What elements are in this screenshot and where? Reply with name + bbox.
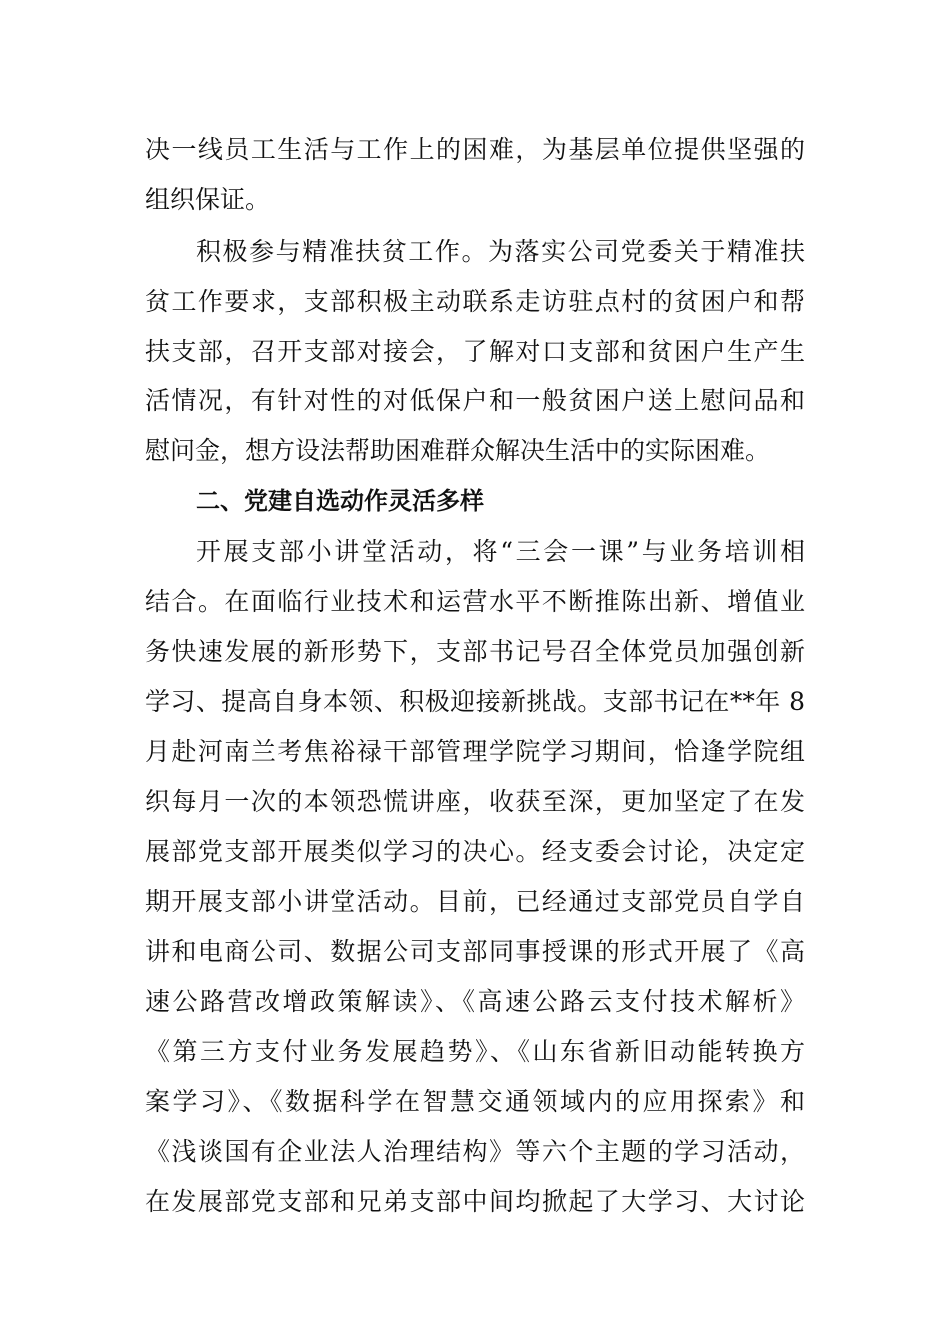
paragraph-1-line-2: 组织保证。 [145, 185, 271, 214]
section-heading: 二、党建自选动作灵活多样 [196, 487, 484, 515]
paragraph-3-line-1: 开展支部小讲堂活动，将“三会一课”与业务培训相 [196, 537, 805, 566]
paragraph-3-line-3: 务快速发展的新形势下，支部书记号召全体党员加强创新 [145, 637, 805, 666]
paragraph-3-line-13: 《浅谈国有企业法人治理结构》等六个主题的学习活动， [145, 1137, 805, 1166]
paragraph-2-line-1: 积极参与精准扶贫工作。为落实公司党委关于精准扶 [196, 237, 805, 266]
paragraph-3-line-6: 织每月一次的本领恐慌讲座，收获至深，更加坚定了在发 [145, 787, 805, 816]
paragraph-3-line-8: 期开展支部小讲堂活动。目前，已经通过支部党员自学自 [145, 887, 805, 916]
paragraph-3-line-2: 结合。在面临行业技术和运营水平不断推陈出新、增值业 [145, 587, 805, 616]
paragraph-2-line-2: 贫工作要求，支部积极主动联系走访驻点村的贫困户和帮 [145, 287, 805, 316]
paragraph-2-line-4: 活情况，有针对性的对低保户和一般贫困户送上慰问品和 [145, 386, 805, 415]
paragraph-2-line-3: 扶支部，召开支部对接会，了解对口支部和贫困户生产生 [145, 337, 805, 366]
paragraph-3-line-9: 讲和电商公司、数据公司支部同事授课的形式开展了《高 [145, 937, 805, 966]
paragraph-1-line-1: 决一线员工生活与工作上的困难，为基层单位提供坚强的 [145, 135, 805, 164]
paragraph-3-line-12: 案学习》、《数据科学在智慧交通领域内的应用探索》和 [145, 1087, 805, 1116]
paragraph-3-line-11: 《第三方支付业务发展趋势》、《山东省新旧动能转换方 [145, 1037, 805, 1066]
paragraph-3-line-4: 学习、提高自身本领、积极迎接新挑战。支部书记在**年 8 [145, 687, 805, 716]
paragraph-2-line-5: 慰问金，想方设法帮助困难群众解决生活中的实际困难。 [145, 436, 771, 465]
paragraph-3-line-14: 在发展部党支部和兄弟支部中间均掀起了大学习、大讨论 [145, 1187, 805, 1216]
paragraph-3-line-10: 速公路营改增政策解读》、《高速公路云支付技术解析》 [145, 987, 805, 1016]
paragraph-3-line-7: 展部党支部开展类似学习的决心。经支委会讨论，决定定 [145, 837, 805, 866]
paragraph-3-line-5: 月赴河南兰考焦裕禄干部管理学院学习期间，恰逢学院组 [145, 737, 805, 766]
